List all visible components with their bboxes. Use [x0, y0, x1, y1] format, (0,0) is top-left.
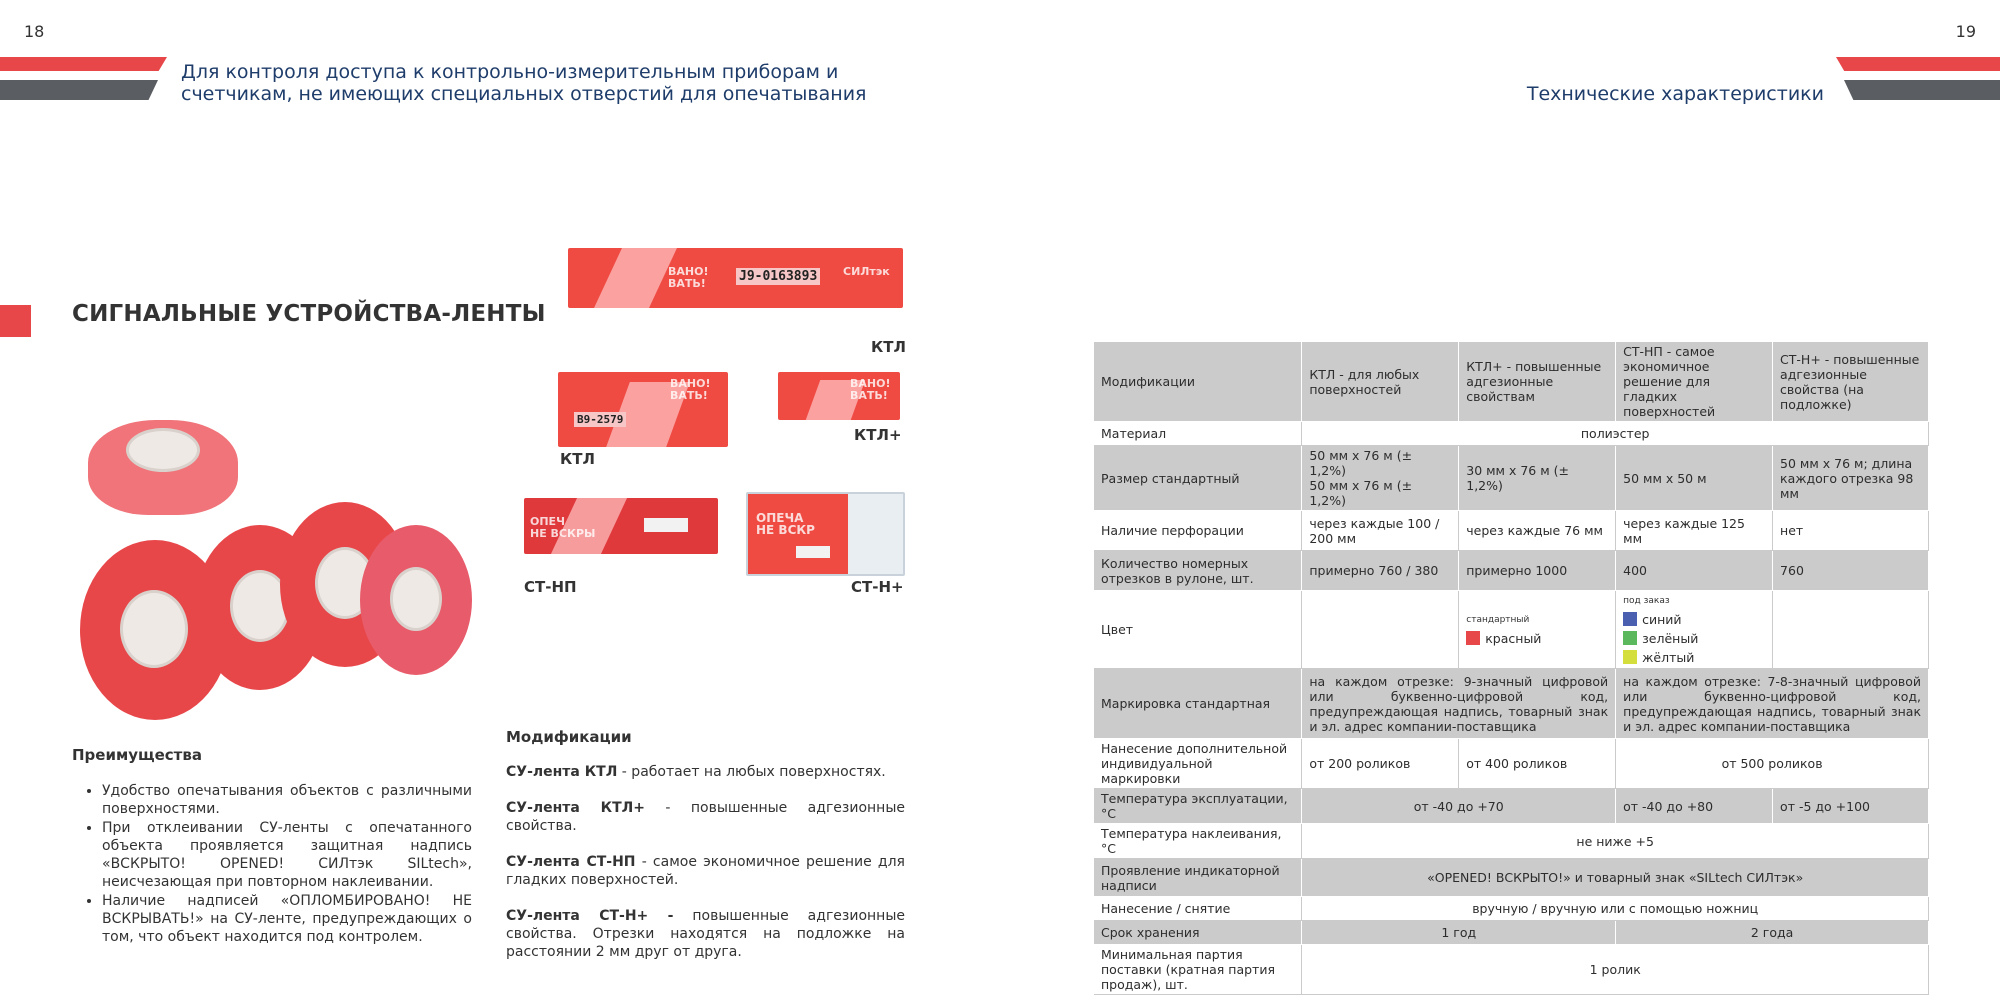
table-cell-label: Цвет — [1094, 591, 1302, 669]
table-cell — [1459, 591, 1616, 669]
table-row-modifications — [1094, 342, 1929, 422]
table-cell: от 200 роликов — [1302, 739, 1459, 789]
table-cell: на каждом отрезке: 9-значный цифровой или буквенно-цифровой код, предупреждающая надпись, товарный знак и эл. адрес компании-поставщика — [1302, 669, 1616, 739]
table-cell-label: Минимальная партия поставки (кратная партия продаж), шт. — [1094, 945, 1302, 995]
header-title-left — [181, 61, 866, 105]
table-cell — [1302, 591, 1459, 669]
tape-code-2: B9-2579 — [574, 412, 626, 427]
color-name: жёлтый — [1642, 650, 1695, 665]
table-cell: от -5 до +100 — [1773, 789, 1929, 824]
advantage-item: • Удобство опечатывания объектов с различными поверхностями. — [102, 782, 472, 818]
table-row-material — [1094, 422, 1929, 446]
header-stripe-red-left — [0, 57, 167, 71]
table-cell: полиэстер — [1302, 422, 1929, 446]
advantages-block — [72, 746, 472, 947]
modification-name: СУ-лента КТЛ — [506, 764, 618, 780]
table-row-application — [1094, 897, 1929, 921]
page-number-right: 19 — [1955, 22, 1976, 41]
table-cell-label: Размер стандартный — [1094, 446, 1302, 511]
table-cell: нет — [1773, 511, 1929, 551]
photo-label-st-n-plus: СТ-Н+ — [851, 578, 904, 596]
product-photo-rolls — [80, 410, 495, 720]
tape-sample-ktl: ВАНО! ВАТЬ! B9-2579 — [558, 372, 728, 447]
tape-brand: СИЛтэк — [843, 265, 890, 278]
table-cell — [1773, 591, 1929, 669]
table-cell: 30 мм х 76 м (± 1,2%) — [1459, 446, 1616, 511]
table-row-operating-temp — [1094, 789, 1929, 824]
modifications-title: Модификации — [506, 728, 632, 746]
table-row-min-order — [1094, 945, 1929, 995]
advantage-item: • При отклеивании СУ-ленты с опечатанного объекта проявляется защитная надпись «ВСКРЫТО! OPENED! СИЛтэк SILtech», неисчезающая при повторном наклеивании. — [102, 819, 472, 891]
table-cell-label: Проявление индикаторной надписи — [1094, 859, 1302, 897]
photo-label-ktl: КТЛ — [560, 450, 595, 468]
table-row-shelf-life — [1094, 921, 1929, 945]
table-row-marking — [1094, 669, 1929, 739]
table-cell: на каждом отрезке: 7-8-значный цифровой или буквенно-цифровой код, предупреждающая надпись, товарный знак и эл. адрес компании-поставщика — [1616, 669, 1929, 739]
table-row-extra-marking — [1094, 739, 1929, 789]
color-name: зелёный — [1642, 631, 1699, 646]
modification-item-ktl — [506, 763, 905, 781]
table-cell: КТЛ - для любых поверхностей — [1302, 342, 1459, 422]
table-cell: вручную / вручную или с помощью ножниц — [1302, 897, 1929, 921]
color-swatch-blue — [1623, 612, 1637, 626]
table-cell: КТЛ+ - повышенные адгезионные свойствам — [1459, 342, 1616, 422]
advantage-item: • Наличие надписей «ОПЛОМБИРОВАНО! НЕ ВСКРЫВАТЬ!» на СУ-ленте, предупреждающих о том, что объект находится под контролем. — [102, 892, 472, 946]
modification-name: СУ-лента СТ-Н+ - — [506, 908, 674, 924]
roll-4 — [360, 525, 472, 675]
table-cell: 1 ролик — [1302, 945, 1929, 995]
table-cell: от -40 до +80 — [1616, 789, 1773, 824]
table-cell: СТ-НП - самое экономичное решение для гладких поверхностей — [1616, 342, 1773, 422]
modification-item-st-np — [506, 853, 905, 889]
table-cell: примерно 760 / 380 — [1302, 551, 1459, 591]
photo-label-ktl-top: КТЛ — [871, 338, 906, 356]
header-stripe-gray-left — [0, 80, 158, 100]
table-cell: через каждые 76 мм — [1459, 511, 1616, 551]
header-title-left-line1: Для контроля доступа к контрольно-измерительным приборам и — [181, 61, 839, 83]
header-title-left-line2: счетчикам, не имеющих специальных отверстий для опечатывания — [181, 83, 867, 105]
modification-text: повышенные адгезионные свойства. Отрезки находятся на подложке на расстоянии 2 мм друг от друга. — [506, 908, 905, 960]
table-row-indicator — [1094, 859, 1929, 897]
table-cell: 50 мм х 50 м — [1616, 446, 1773, 511]
table-cell — [1302, 446, 1459, 511]
table-cell: «OPENED! ВСКРЫТО!» и товарный знак «SILtech СИЛтэк» — [1302, 859, 1929, 897]
table-row-count — [1094, 551, 1929, 591]
table-cell: от 500 роликов — [1616, 739, 1929, 789]
table-cell — [1616, 591, 1773, 669]
header-title-right: Технические характеристики — [1526, 83, 1824, 105]
modification-name: СУ-лента СТ-НП — [506, 854, 636, 870]
header-stripe-red-right — [1836, 57, 2000, 71]
tape-sample-st-n-plus: ОПЕЧА НЕ ВСКР — [746, 492, 905, 576]
table-cell: от 400 роликов — [1459, 739, 1616, 789]
color-swatch-green — [1623, 631, 1637, 645]
section-marker — [0, 305, 31, 337]
color-order-label: под заказ — [1623, 596, 1670, 606]
modification-item-st-n-plus — [506, 907, 905, 961]
modification-text: - повышенные адгезионные свойства. — [506, 800, 905, 834]
table-cell: 400 — [1616, 551, 1773, 591]
table-cell-label: Температура наклеивания, °С — [1094, 824, 1302, 859]
header-stripe-gray-right — [1844, 80, 2000, 100]
table-cell-label: Модификации — [1094, 342, 1302, 422]
photo-label-ktl-plus: КТЛ+ — [854, 426, 902, 444]
roll-back — [88, 420, 238, 515]
color-name: синий — [1642, 612, 1682, 627]
table-cell: 50 мм х 76 м; длина каждого отрезка 98 мм — [1773, 446, 1929, 511]
tape-code-1: J9-0163893 — [736, 268, 820, 285]
modification-name: СУ-лента КТЛ+ — [506, 800, 646, 816]
table-cell: 1 год — [1302, 921, 1616, 945]
table-cell: примерно 1000 — [1459, 551, 1616, 591]
table-cell-label: Количество номерных отрезков в рулоне, шт. — [1094, 551, 1302, 591]
modification-text: - самое экономичное решение для гладких поверхностей. — [506, 854, 905, 888]
table-cell-label: Нанесение дополнительной индивидуальной маркировки — [1094, 739, 1302, 789]
tape-sample-ktl-top: ВАНО! ВАТЬ! J9-0163893 СИЛтэк — [568, 248, 903, 308]
table-cell: 760 — [1773, 551, 1929, 591]
color-swatch-red — [1466, 631, 1480, 645]
color-standard-label: стандартный — [1466, 615, 1530, 625]
table-cell-label: Маркировка стандартная — [1094, 669, 1302, 739]
page-number-left: 18 — [24, 22, 45, 41]
table-row-application-temp — [1094, 824, 1929, 859]
table-cell-line: 50 мм х 76 м (± 1,2%) — [1309, 448, 1413, 478]
section-title: СИГНАЛЬНЫЕ УСТРОЙСТВА-ЛЕНТЫ — [72, 301, 546, 327]
tape-sample-ktl-plus: ВАНО! ВАТЬ! — [778, 372, 900, 420]
table-row-perforation — [1094, 511, 1929, 551]
table-row-color — [1094, 591, 1929, 669]
advantages-title: Преимущества — [72, 746, 202, 764]
table-cell: от -40 до +70 — [1302, 789, 1616, 824]
modification-item-ktl-plus — [506, 799, 905, 835]
modifications-block — [506, 728, 905, 979]
spec-table — [1094, 342, 1929, 995]
table-cell-label: Материал — [1094, 422, 1302, 446]
tape-sample-st-np: ОПЕЧ НЕ ВСКРЫ — [524, 498, 718, 554]
table-cell-label: Срок хранения — [1094, 921, 1302, 945]
table-cell-line: 50 мм х 76 м (± 1,2%) — [1309, 478, 1413, 508]
table-cell: через каждые 125 мм — [1616, 511, 1773, 551]
color-swatch-yellow — [1623, 650, 1637, 664]
photo-label-st-np: СТ-НП — [524, 578, 577, 596]
color-name: красный — [1485, 631, 1542, 646]
table-cell-label: Наличие перфорации — [1094, 511, 1302, 551]
table-cell: 2 года — [1616, 921, 1929, 945]
table-row-size — [1094, 446, 1929, 511]
modification-text: - работает на любых поверхностях. — [617, 764, 886, 780]
table-cell: СТ-Н+ - повышенные адгезионные свойства (на подложке) — [1773, 342, 1929, 422]
table-cell-label: Температура эксплуатации, °С — [1094, 789, 1302, 824]
product-photo-tapes — [520, 220, 920, 600]
table-cell: через каждые 100 / 200 мм — [1302, 511, 1459, 551]
table-cell: не ниже +5 — [1302, 824, 1929, 859]
table-cell-label: Нанесение / снятие — [1094, 897, 1302, 921]
